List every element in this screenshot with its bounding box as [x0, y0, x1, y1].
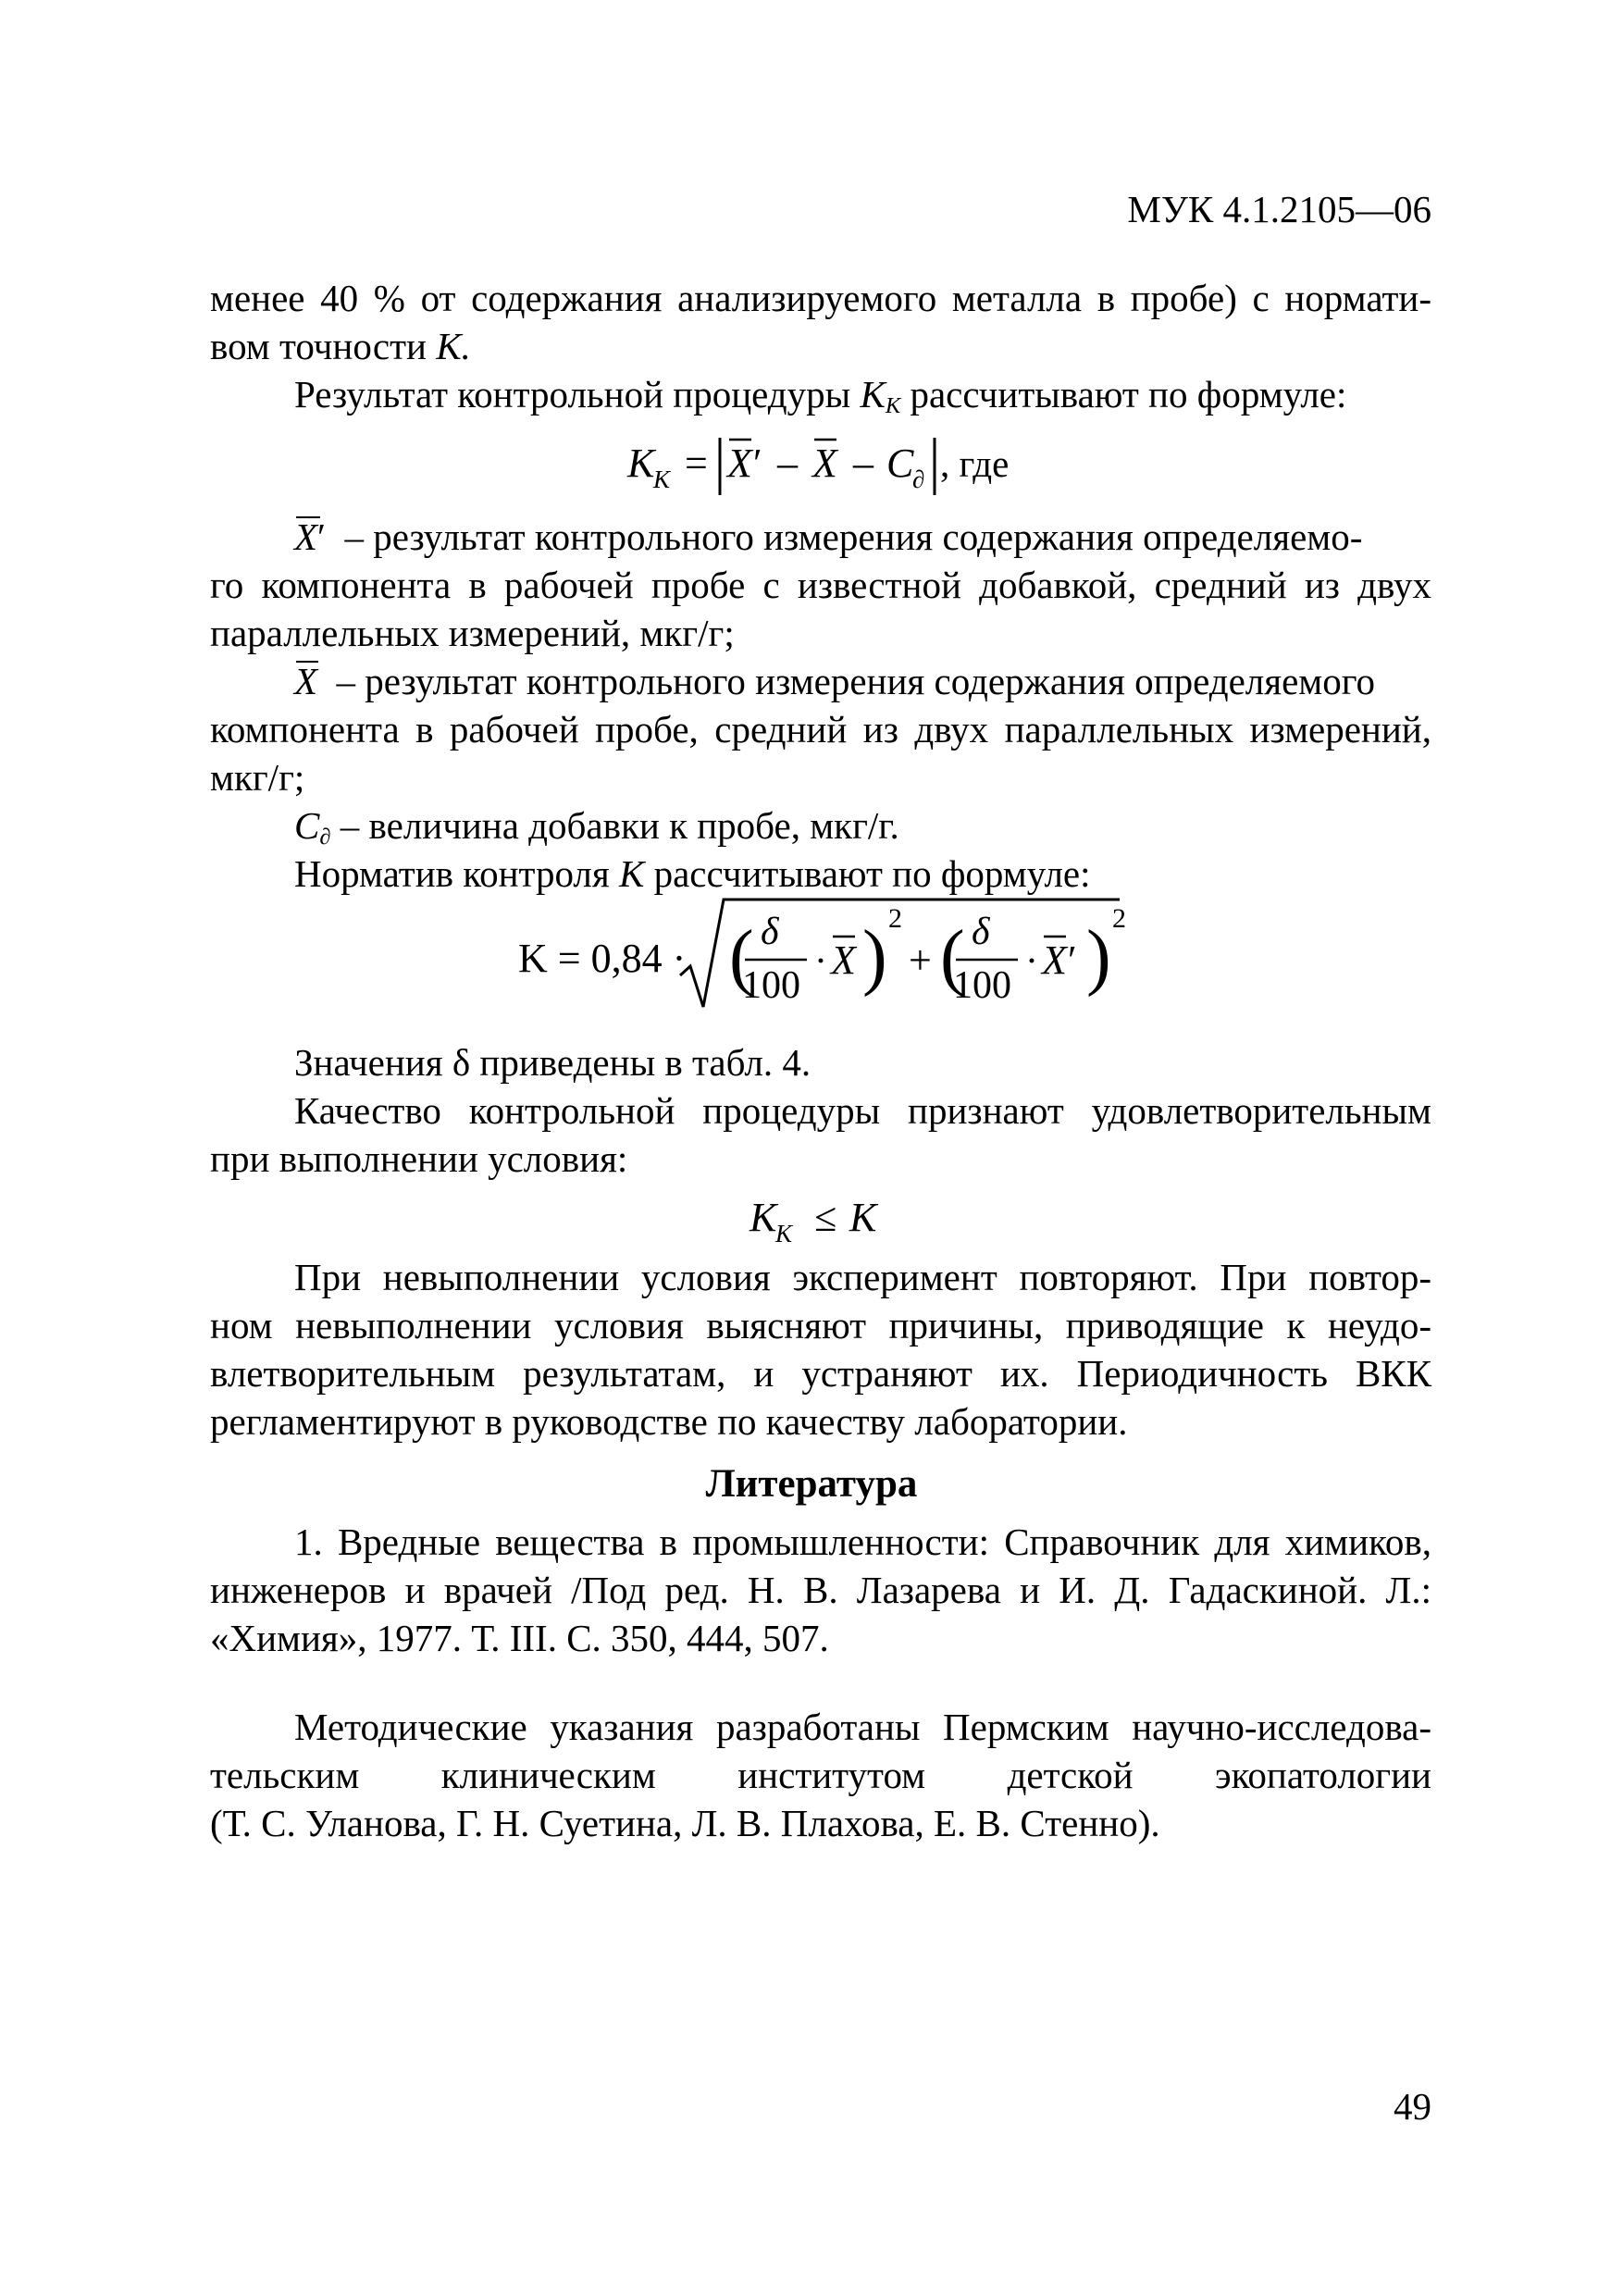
- svg-text:=: =: [685, 441, 708, 486]
- svg-text:K: K: [849, 1195, 877, 1240]
- svg-text:100: 100: [742, 964, 800, 1007]
- paragraph-line: влетворительным результатам, и устраняют их. Периодичность ВКК: [210, 1352, 1431, 1395]
- svg-text:δ: δ: [972, 911, 990, 953]
- svg-text:): ): [862, 916, 887, 998]
- paragraph-line: Норматив контроля K рассчитывают по формуле:: [294, 852, 1091, 895]
- svg-text:X: X: [727, 441, 752, 486]
- svg-text:X: X: [831, 937, 856, 983]
- svg-text:(: (: [729, 916, 754, 998]
- svg-text:K: K: [775, 1220, 793, 1247]
- svg-text:·: ·: [1025, 940, 1038, 983]
- page-number: 49: [1394, 2085, 1431, 2128]
- var-k: K.: [436, 325, 471, 367]
- document-code-header: МУК 4.1.2105—06: [1127, 188, 1431, 230]
- svg-text:K: K: [653, 465, 671, 493]
- svg-text:100: 100: [953, 964, 1011, 1007]
- paragraph-line: менее 40 % от содержания анализируемого металла в пробе) с нормати-: [210, 277, 1431, 319]
- paragraph-line: ном невыполнении условия выясняют причины, приводящие к неудо-: [210, 1304, 1431, 1347]
- svg-text:+: +: [909, 937, 932, 983]
- svg-text:–: –: [777, 441, 798, 486]
- paragraph-line: Значения δ приведены в табл. 4.: [294, 1041, 812, 1084]
- paragraph-line: При невыполнении условия эксперимент повторяют. При повтор-: [294, 1256, 1431, 1298]
- svg-text:C: C: [886, 441, 914, 486]
- formula-k-norm: [509, 888, 1138, 1023]
- definition-line: параллельных измерений, мкг/г;: [210, 612, 735, 654]
- svg-text:2: 2: [888, 903, 902, 934]
- paragraph-line: при выполнении условия:: [210, 1137, 628, 1180]
- svg-text:′: ′: [753, 441, 762, 486]
- paragraph-line: вом точности K.: [210, 325, 471, 367]
- definition-line: X – результат контрольного измерения содержания определяемого: [294, 660, 1376, 702]
- svg-text:·: ·: [814, 940, 827, 983]
- svg-text:K: K: [627, 441, 655, 486]
- svg-text:′: ′: [1068, 937, 1077, 983]
- paragraph-line: Качество контрольной процедуры признают удовлетворительным: [294, 1089, 1431, 1132]
- definition-line: X′ – результат контрольного измерения содержания определяемо-: [294, 515, 1363, 558]
- definition-line: компонента в рабочей пробе, средний из двух параллельных измерений,: [210, 708, 1431, 751]
- svg-text:δ: δ: [761, 911, 779, 953]
- svg-text:X: X: [812, 441, 837, 486]
- svg-text:–: –: [853, 441, 873, 486]
- note-line: Методические указания разработаны Пермским научно-исследова-: [294, 1706, 1431, 1748]
- svg-text:∂: ∂: [912, 465, 925, 493]
- svg-text:≤: ≤: [814, 1195, 837, 1240]
- reference-line: 1. Вредные вещества в промышленности: Справочник для химиков,: [294, 1520, 1431, 1563]
- svg-text:(: (: [940, 916, 965, 998]
- section-heading: Литература: [705, 1462, 918, 1506]
- svg-text:): ): [1086, 916, 1111, 998]
- paragraph-line: Результат контрольной процедуры $K_K$ рассчитывают по формуле:: [294, 373, 1347, 419]
- formula-kk: [611, 421, 1018, 509]
- definition-line: мкг/г;: [210, 756, 305, 799]
- definition-line: $C_\partial$ – величина добавки к пробе, мкг/г.: [294, 804, 899, 850]
- formula-condition: [740, 1180, 925, 1259]
- svg-text:X: X: [1042, 937, 1067, 983]
- definition-line: го компонента в рабочей пробе с известной добавкой, средний из двух: [210, 564, 1431, 606]
- reference-line: «Химия», 1977. Т. III. С. 350, 444, 507.: [210, 1617, 829, 1659]
- reference-line: инженеров и врачей /Под ред. Н. В. Лазарева и И. Д. Гадаскиной. Л.:: [210, 1569, 1431, 1611]
- svg-text:, где: , где: [940, 442, 1010, 485]
- note-line: (Т. С. Уланова, Г. Н. Суетина, Л. В. Плахова, Е. В. Стенно).: [210, 1802, 1160, 1844]
- svg-text:K: K: [750, 1195, 777, 1240]
- paragraph-line: регламентируют в руководстве по качеству лаборатории.: [210, 1400, 1128, 1443]
- svg-text:K = 0,84 ·: K = 0,84 ·: [518, 936, 687, 981]
- note-line: тельским клиническим институтом детской экопатологии: [210, 1754, 1431, 1796]
- svg-text:2: 2: [1112, 903, 1126, 934]
